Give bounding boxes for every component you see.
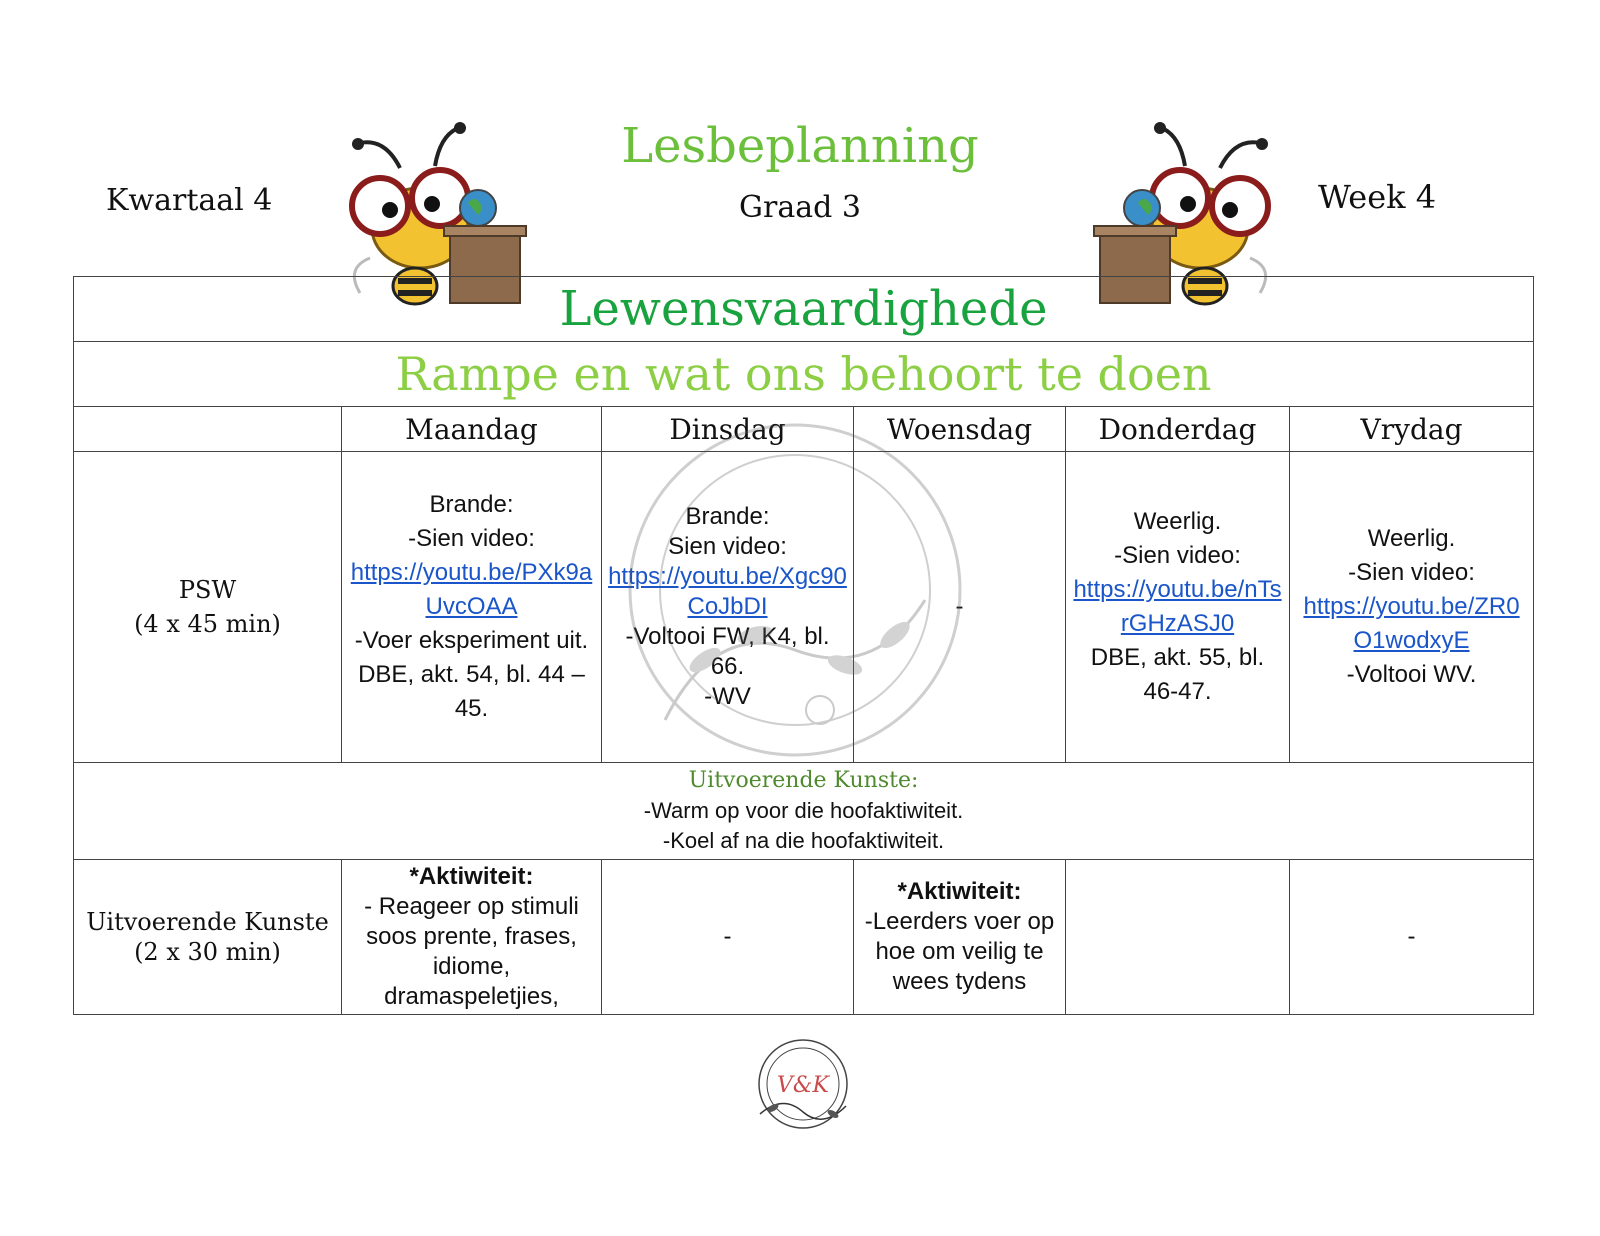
kwartaal-label: Kwartaal 4	[106, 183, 273, 218]
uk-vrydag-cell: -	[1290, 860, 1534, 1015]
footer-logo-seal	[748, 1034, 858, 1134]
uk-donderdag-cell	[1066, 860, 1290, 1015]
performing-arts-band	[74, 763, 1534, 860]
lesson-plan-table	[73, 276, 1534, 1015]
psw-dinsdag-line1: Brande:	[685, 503, 770, 530]
uk-duration: (2 x 30 min)	[134, 938, 281, 966]
psw-dinsdag-line3: -Voltooi FW, K4, bl. 66.	[625, 623, 830, 680]
psw-donderdag-line3: DBE, akt. 55, bl. 46-47.	[1090, 644, 1265, 705]
psw-maandag-line1: Brande:	[429, 491, 514, 518]
psw-maandag-line4: DBE, akt. 54, bl. 44 – 45.	[358, 661, 585, 722]
psw-donderdag-video-link[interactable]: https://youtu.be/nTsrGHzASJ0	[1073, 576, 1282, 637]
page-title: Lesbeplanning	[621, 118, 979, 174]
psw-vrydag-cell	[1290, 452, 1534, 763]
psw-vrydag-line1: Weerlig.	[1367, 525, 1456, 552]
day-header-donderdag: Donderdag	[1066, 407, 1290, 452]
psw-maandag-line3: -Voer eksperiment uit.	[354, 627, 589, 654]
uk-woensdag-text: -Leerders voer op hoe om veilig te wees tydens	[864, 908, 1055, 995]
subject-heading: Lewensvaardighede	[74, 277, 1534, 342]
day-header-woensdag: Woensdag	[854, 407, 1066, 452]
uk-maandag-text: - Reageer op stimuli soos prente, frases, idiome, dramaspeletjies,	[364, 893, 579, 1010]
psw-dinsdag-video-link[interactable]: https://youtu.be/Xgc90CoJbDI	[608, 563, 847, 620]
psw-vrydag-line3: -Voltooi WV.	[1346, 661, 1477, 688]
psw-duration: (4 x 45 min)	[134, 610, 281, 638]
psw-woensdag-cell: -	[854, 452, 1066, 763]
corner-cell	[74, 407, 342, 452]
psw-dinsdag-line4: -WV	[704, 683, 751, 710]
psw-maandag-cell	[342, 452, 602, 763]
uk-woensdag-cell	[854, 860, 1066, 1015]
performing-arts-band-line1: -Warm op voor die hoofaktiwiteit.	[643, 798, 964, 823]
psw-maandag-line2: -Sien video:	[408, 525, 535, 552]
psw-label: PSW	[178, 576, 237, 604]
psw-dinsdag-line2: Sien video:	[668, 533, 787, 560]
uk-label: Uitvoerende Kunste	[86, 908, 329, 936]
performing-arts-band-line2: -Koel af na die hoofaktiwiteit.	[662, 828, 945, 853]
day-header-vrydag: Vrydag	[1290, 407, 1534, 452]
logo-initials: V&K	[777, 1073, 829, 1098]
uk-woensdag-heading: *Aktiwiteit:	[897, 878, 1022, 905]
psw-dinsdag-cell	[602, 452, 854, 763]
psw-vrydag-video-link[interactable]: https://youtu.be/ZR0O1wodxyE	[1303, 593, 1520, 654]
psw-donderdag-line1: Weerlig.	[1133, 508, 1222, 535]
uk-dinsdag-cell: -	[602, 860, 854, 1015]
grade-label: Graad 3	[739, 190, 861, 225]
performing-arts-band-title: Uitvoerende Kunste:	[688, 768, 919, 793]
topic-heading: Rampe en wat ons behoort te doen	[74, 342, 1534, 407]
uk-maandag-cell	[342, 860, 602, 1015]
day-header-maandag: Maandag	[342, 407, 602, 452]
psw-maandag-video-link[interactable]: https://youtu.be/PXk9aUvcOAA	[350, 559, 593, 620]
week-label: Week 4	[1318, 178, 1437, 216]
day-header-dinsdag: Dinsdag	[602, 407, 854, 452]
psw-donderdag-cell	[1066, 452, 1290, 763]
psw-row-label	[74, 452, 342, 763]
psw-donderdag-line2: -Sien video:	[1114, 542, 1241, 569]
uk-row-label	[74, 860, 342, 1015]
uk-maandag-heading: *Aktiwiteit:	[409, 863, 534, 890]
psw-vrydag-line2: -Sien video:	[1348, 559, 1475, 586]
